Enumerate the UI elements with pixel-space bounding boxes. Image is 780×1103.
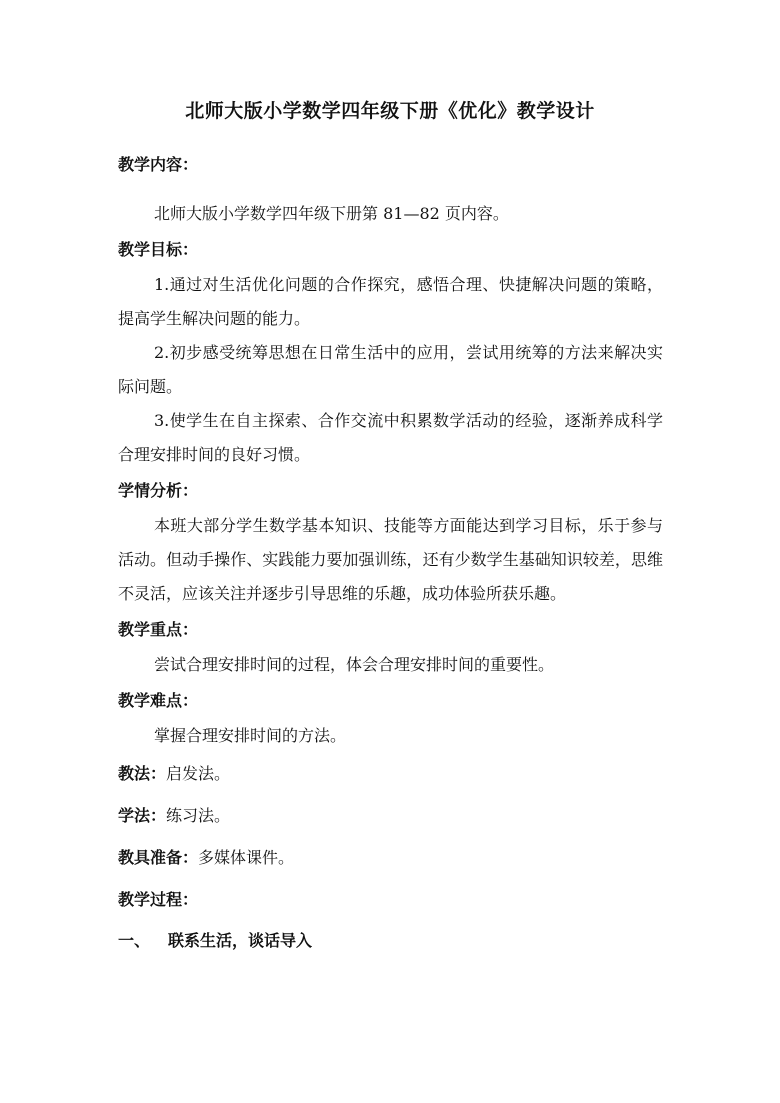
study-label: 学法： (118, 806, 167, 825)
difficulty-text: 掌握合理安排时间的方法。 (154, 726, 347, 745)
analysis-text: 本班大部分学生数学基本知识、技能等方面能达到学习目标，乐于参与活动。但动手操作、实践能力要加强训练，还有少数学生基础知识较差，思维不灵活，应该关注并逐步引导思维的乐趣，成功体验所获乐趣。 (118, 516, 663, 603)
method-label: 教法： (118, 764, 167, 783)
heading-content: 教学内容： (118, 155, 199, 174)
tools-value: 多媒体课件。 (198, 848, 295, 867)
heading-difficulty: 教学难点： (118, 691, 199, 710)
method-value: 启发法。 (166, 764, 231, 783)
study-value: 练习法。 (166, 806, 231, 825)
tools-label: 教具准备： (118, 848, 199, 867)
goal-item-1: 1.通过对生活优化问题的合作探究，感悟合理、快捷解决问题的策略，提高学生解决问题的能力。 (118, 275, 663, 328)
heading-goals: 教学目标： (118, 240, 199, 259)
method-row (118, 753, 663, 795)
heading-key-point: 教学重点： (118, 620, 199, 639)
part-one-title: 联系生活，谈话导入 (168, 931, 313, 950)
part-one-heading (118, 921, 663, 961)
goal-item-3: 3.使学生在自主探索、合作交流中积累数学活动的经验，逐渐养成科学合理安排时间的良好习惯。 (118, 411, 663, 464)
study-row (118, 795, 663, 837)
goal-item-2: 2.初步感受统筹思想在日常生活中的应用，尝试用统筹的方法来解决实际问题。 (118, 343, 663, 396)
key-point-text: 尝试合理安排时间的过程，体会合理安排时间的重要性。 (154, 655, 555, 674)
document-title: 北师大版小学数学四年级下册《优化》教学设计 (185, 100, 595, 122)
heading-process: 教学过程： (118, 890, 199, 909)
document-body (118, 146, 663, 961)
heading-analysis: 学情分析： (118, 481, 199, 500)
part-one-number: 一、 (118, 931, 151, 950)
tools-row (118, 837, 663, 879)
content-text: 北师大版小学数学四年级下册第 81—82 页内容。 (154, 204, 509, 223)
